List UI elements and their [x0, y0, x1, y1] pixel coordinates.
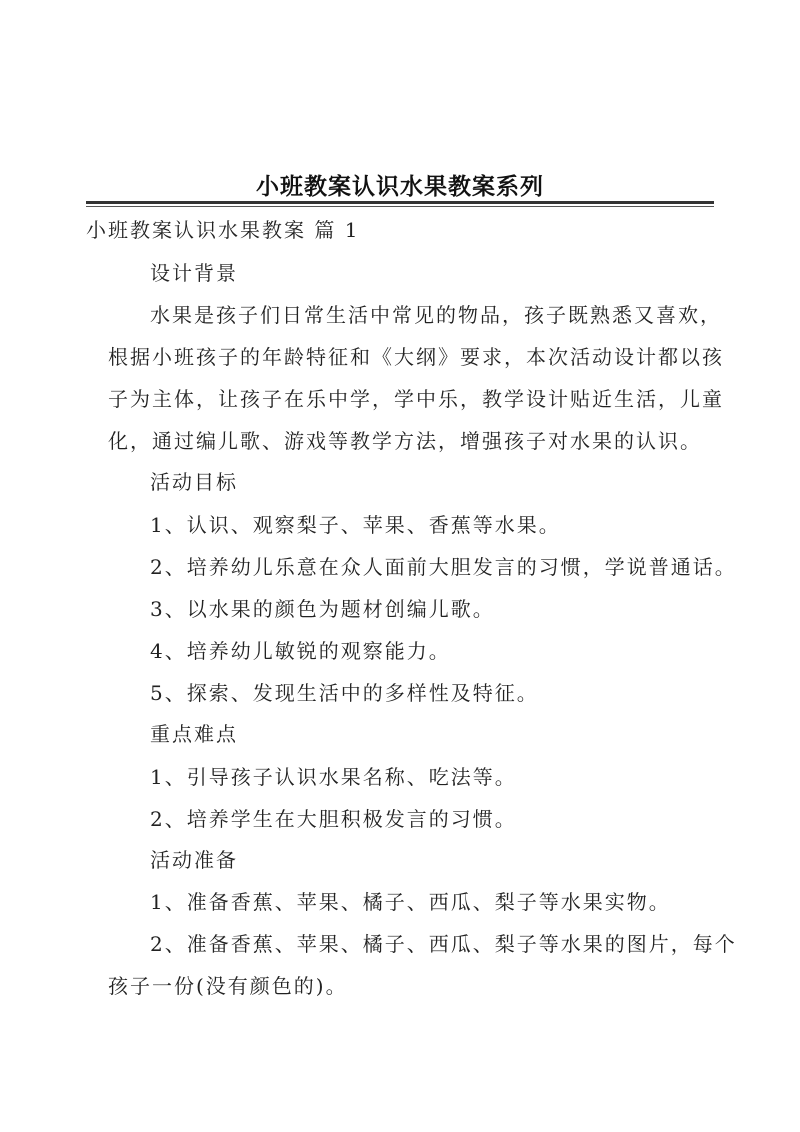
goal-item: 2、培养幼儿乐意在众人面前大胆发言的习惯，学说普通话。 [150, 555, 737, 579]
subheading-goals: 活动目标 [150, 470, 238, 494]
paragraph-line: 根据小班孩子的年龄特征和《大纲》要求，本次活动设计都以孩 [108, 345, 724, 369]
preparation-item: 孩子一份(没有颜色的)。 [108, 974, 348, 998]
preparation-item: 1、准备香蕉、苹果、橘子、西瓜、梨子等水果实物。 [150, 890, 671, 914]
goal-item: 3、以水果的颜色为题材创编儿歌。 [150, 597, 495, 621]
key-point-item: 2、培养学生在大胆积极发言的习惯。 [150, 807, 517, 831]
document-title: 小班教案认识水果教案系列 [256, 173, 544, 200]
paragraph-line: 子为主体，让孩子在乐中学，学中乐，教学设计贴近生活，儿童 [108, 387, 724, 411]
paragraph-line: 化，通过编儿歌、游戏等教学方法，增强孩子对水果的认识。 [108, 429, 702, 453]
subheading-background: 设计背景 [150, 261, 238, 285]
subheading-key-points: 重点难点 [150, 722, 238, 746]
key-point-item: 1、引导孩子认识水果名称、吃法等。 [150, 765, 517, 789]
preparation-item: 2、准备香蕉、苹果、橘子、西瓜、梨子等水果的图片，每个 [150, 932, 737, 956]
section-heading: 小班教案认识水果教案 篇 1 [86, 218, 360, 242]
goal-item: 1、认识、观察梨子、苹果、香蕉等水果。 [150, 513, 561, 537]
title-rule-thick [86, 201, 714, 204]
goal-item: 4、培养幼儿敏锐的观察能力。 [150, 639, 451, 663]
title-rule-thin [86, 206, 714, 207]
goal-item: 5、探索、发现生活中的多样性及特征。 [150, 681, 539, 705]
paragraph-line: 水果是孩子们日常生活中常见的物品，孩子既熟悉又喜欢， [150, 303, 722, 327]
subheading-preparation: 活动准备 [150, 848, 238, 872]
